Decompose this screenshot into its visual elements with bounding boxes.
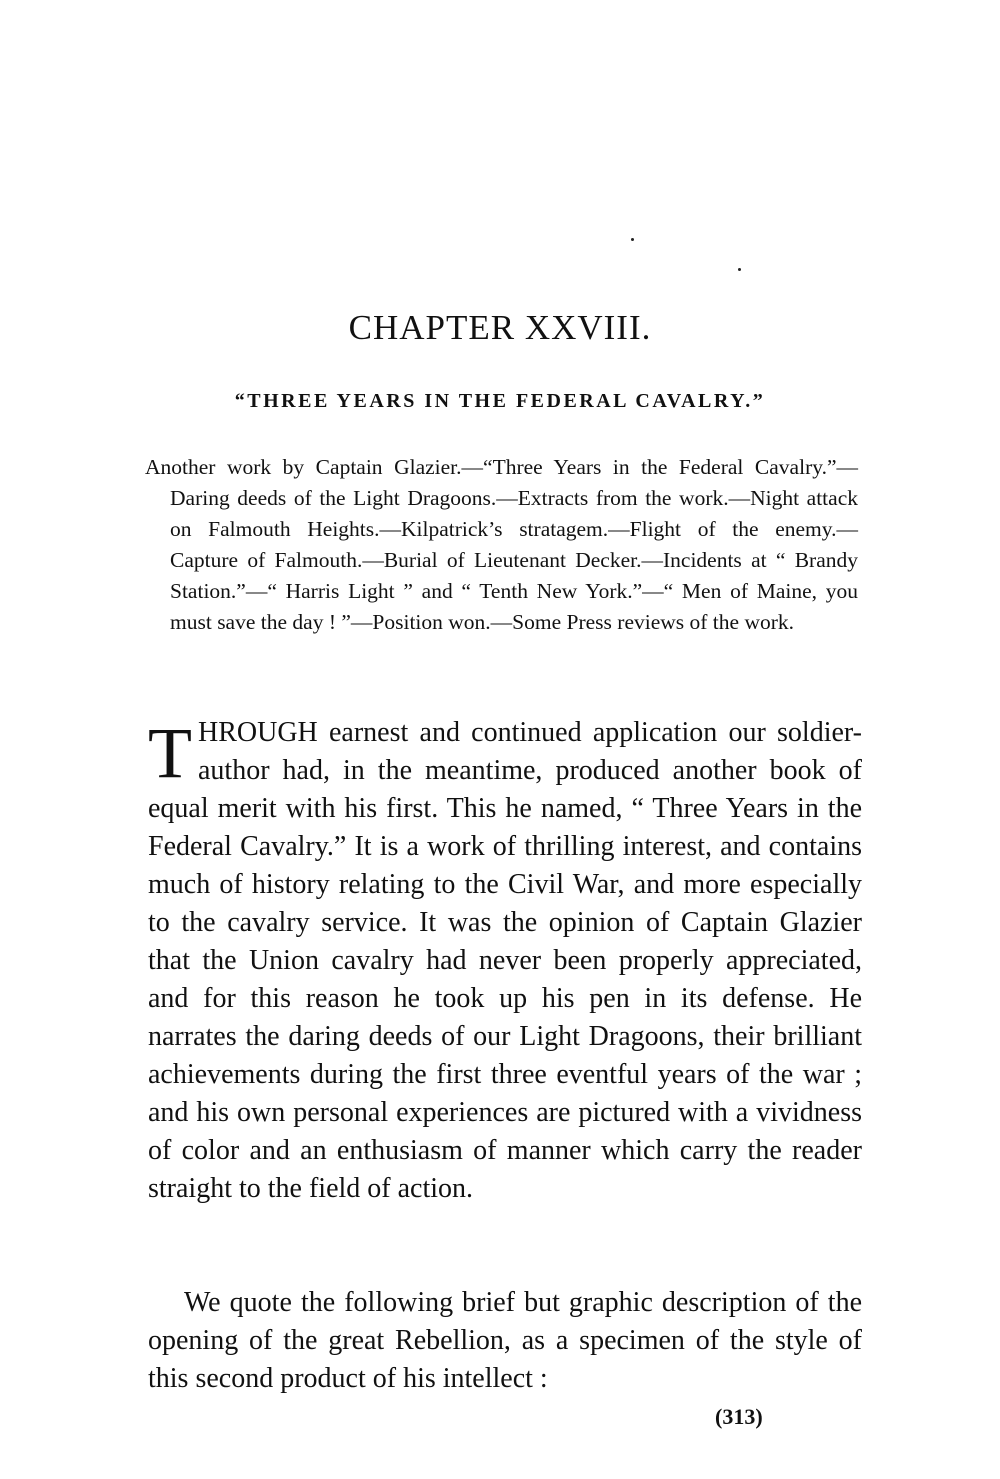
chapter-subtitle: “THREE YEARS IN THE FEDERAL CAVALRY.” xyxy=(234,390,766,412)
drop-cap: T xyxy=(148,713,192,793)
chapter-synopsis: Another work by Captain Glazier.—“Three Years in the Federal Cavalry.”—Daring deeds of the Light Dragoons.—Extracts from the work.—Night attack on Falmouth Heights.—Kilpatrick’s stratagem.—Flight of the enemy.—Capture of Falmouth.—Burial of Lieutenant Decker.—Incidents at “ Brandy Station.”—“ Harris Light ” and “ Tenth New York.”—“ Men of Maine, you must save the day ! ”—Position won.—Some Press reviews of the work. xyxy=(145,455,858,634)
page-number: (313) xyxy=(715,1404,763,1429)
body-paragraph-2: We quote the following brief but graphic description of the opening of the great Rebellion, as a specimen of the style of this second product of his intellect : xyxy=(148,1287,862,1394)
paragraph-text: earnest and continued application our soldier-author had, in the meantime, produced another book of equal merit with his first. This he named, “ Three Years in the Federal Cavalry.” It is a work of thrilling interest, and contains much of history relating to the Civil War, and more especially to the cavalry service. It was the opinion of Captain Glazier that the Union cavalry had never been properly appreciated, and for this reason he took up his pen in its defense. He narrates the daring deeds of our Light Dragoons, their brilliant achievements during the first three eventful years of the war ; and his own personal experiences are pictured with a vividness of color and an enthusiasm of manner which carry the reader straight to the field of action. xyxy=(148,717,862,1204)
print-speck xyxy=(631,238,634,241)
paragraph-lead-word: HROUGH xyxy=(197,717,318,748)
print-speck xyxy=(738,268,741,271)
chapter-title: CHAPTER XXVIII. xyxy=(348,308,652,347)
body-paragraph-1 xyxy=(148,714,862,1208)
